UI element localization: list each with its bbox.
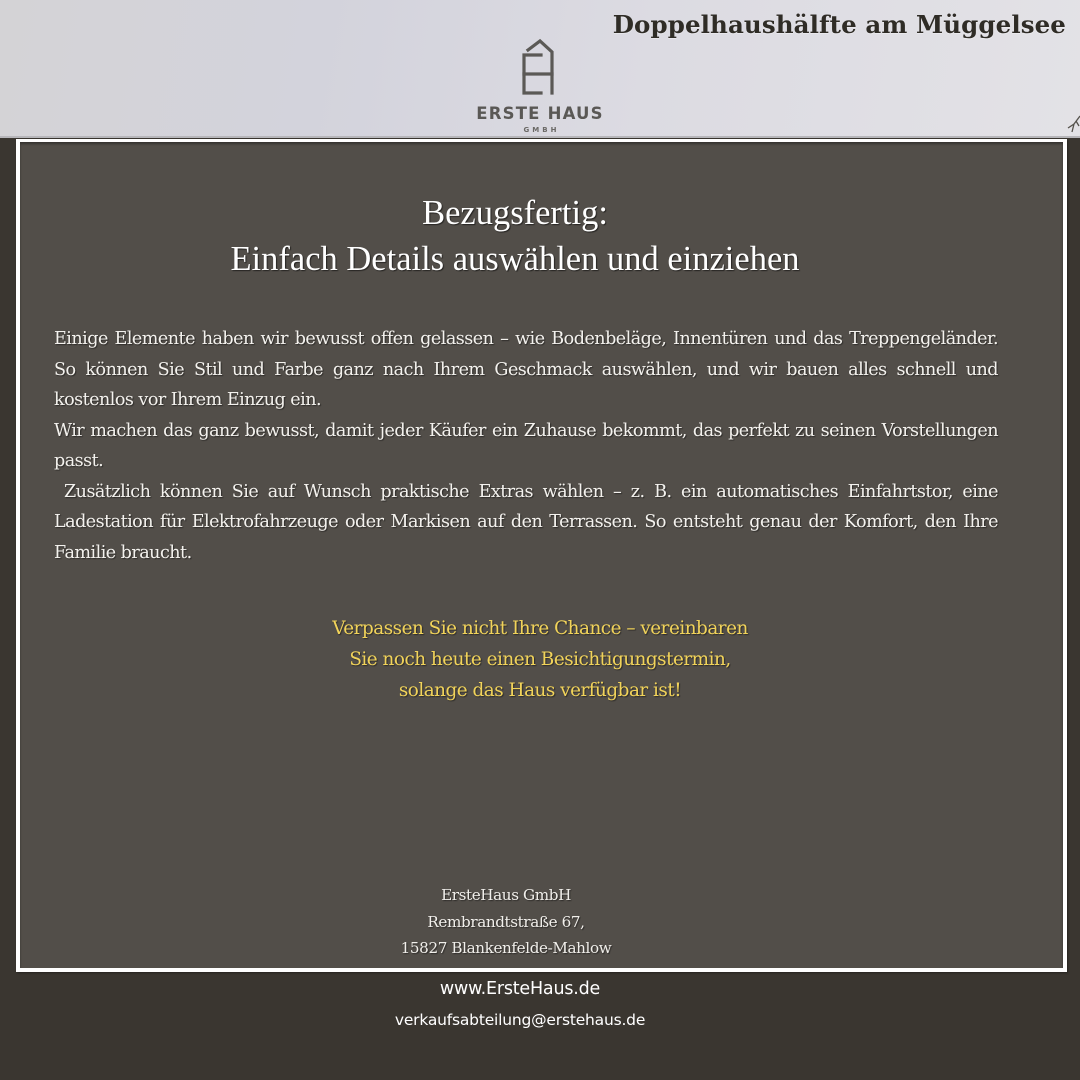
logo-name: ERSTE HAUS [476,104,604,123]
logo-subtitle: GMBH [523,126,560,134]
address-company: ErsteHaus GmbH [441,886,571,904]
call-to-action [0,613,1080,706]
email-link[interactable]: verkaufsabteilung@erstehaus.de [394,1011,646,1029]
footer-contact [0,975,1040,1033]
listing-title: Doppelhaushälfte am Müggelsee [612,10,1066,39]
cta-line-2: Sie noch heute einen Besichtigungstermin, [349,649,731,670]
company-address [0,882,1012,962]
branch-decoration [1064,112,1080,138]
cta-line-1: Verpassen Sie nicht Ihre Chance – vereinbaren [332,618,748,639]
headline-line-1: Bezugsfertig: [422,194,608,232]
address-city: 15827 Blankenfelde-Mahlow [400,939,612,957]
body-paragraph-1: Einige Elemente haben wir bewusst offen gelassen – wie Bodenbeläge, Innentüren und das Treppengeländer. So können Sie Stil und Farbe ganz nach Ihrem Geschmack auswählen, und wir bauen alles schnell und kostenlos vor Ihrem Einzug ein. [54,329,998,410]
body-paragraph-2: Wir machen das ganz bewusst, damit jeder Käufer ein Zuhause bekommt, das perfekt zu seinen Vorstellungen passt. [54,420,998,471]
house-e-h-logo-icon [518,38,562,100]
website-link[interactable]: www.ErsteHaus.de [439,979,601,999]
company-logo [460,38,620,138]
body-paragraph-3: Zusätzlich können Sie auf Wunsch praktische Extras wählen – z. B. ein automatisches Einfahrtstor, eine Ladestation für Elektrofahrzeuge oder Markisen auf den Terrassen. So entsteht genau der Komfort, den Ihre Familie braucht. [54,481,998,563]
headline [0,190,1030,282]
headline-line-2: Einfach Details auswählen und einziehen [230,240,800,278]
cta-line-3: solange das Haus verfügbar ist! [398,680,682,701]
body-text [54,324,998,568]
address-street: Rembrandtstraße 67, [427,912,585,931]
